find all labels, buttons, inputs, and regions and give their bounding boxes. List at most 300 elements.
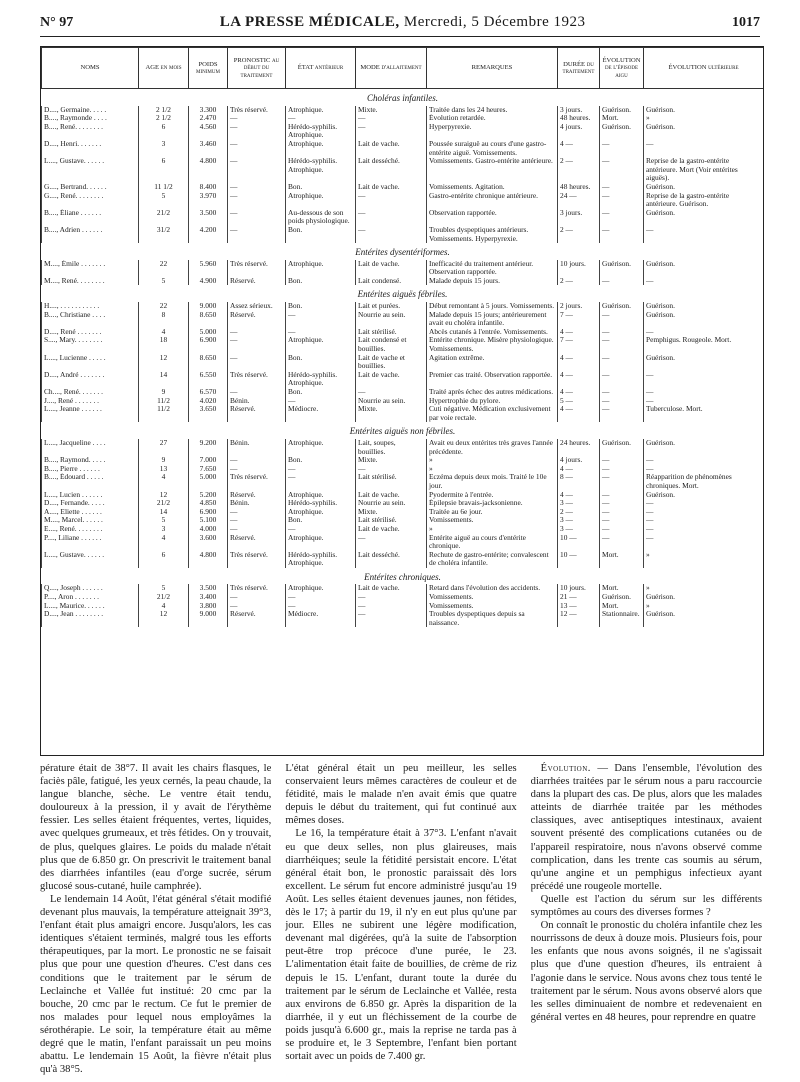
table-cell: Mixte.: [356, 508, 427, 517]
table-cell: 3.300: [189, 106, 228, 115]
table-cell: Évolution retardée.: [427, 114, 558, 123]
table-cell: —: [356, 114, 427, 123]
table-cell: 5.100: [189, 516, 228, 525]
table-cell: Atrophique.: [286, 336, 356, 353]
table-cell: 22: [139, 302, 189, 311]
table-cell: Bon.: [286, 456, 356, 465]
table-cell: 4.200: [189, 226, 228, 243]
table-cell: —: [600, 465, 644, 474]
table-cell: 48 heures.: [558, 183, 600, 192]
table-cell: —: [228, 336, 286, 353]
article-body: [40, 762, 762, 1080]
table-cell: —: [600, 491, 644, 500]
table-cell: B...., Raymond. . . . .: [42, 456, 139, 465]
table-cell: 2 1/2: [139, 114, 189, 123]
table-cell: Guérison.: [600, 106, 644, 115]
table-cell: Lait de vache.: [356, 584, 427, 593]
table-cell: Vomissements. Gastro-entérite antérieure.: [427, 157, 558, 183]
table-cell: 4.800: [189, 157, 228, 183]
table-cell: 3: [139, 140, 189, 157]
table-cell: Eczéma depuis deux mois. Traité le 10e jour.: [427, 473, 558, 490]
table-cell: —: [600, 473, 644, 490]
table-cell: —: [644, 525, 764, 534]
table-cell: Reprise de la gastro-entérite antérieure. Guérison.: [644, 192, 764, 209]
table-row: [42, 302, 764, 311]
table-cell: Mixte.: [356, 106, 427, 115]
table-cell: 10 —: [558, 534, 600, 551]
table-cell: 9: [139, 388, 189, 397]
table-cell: 2 jours.: [558, 302, 600, 311]
table-cell: 5.960: [189, 260, 228, 277]
table-cell: Bon.: [286, 226, 356, 243]
table-cell: —: [644, 226, 764, 243]
table-row: [42, 192, 764, 209]
table-cell: 9: [139, 456, 189, 465]
table-cell: —: [286, 525, 356, 534]
table-cell: 4.000: [189, 525, 228, 534]
table-row: [42, 525, 764, 534]
table-cell: Lait de vache.: [356, 183, 427, 192]
journal-name: LA PRESSE MÉDICALE,: [219, 14, 400, 30]
table-cell: —: [356, 593, 427, 602]
table-cell: —: [600, 336, 644, 353]
table-cell: Hérédo-syphilis. Atrophique.: [286, 157, 356, 183]
table-cell: 7 —: [558, 311, 600, 328]
table-cell: 4.800: [189, 551, 228, 568]
table-cell: 22: [139, 260, 189, 277]
table-cell: —: [644, 465, 764, 474]
table-cell: 7.650: [189, 465, 228, 474]
table-cell: Guérison.: [600, 593, 644, 602]
table-cell: Bénin.: [228, 397, 286, 406]
table-cell: L...., Jacqueline . . . .: [42, 439, 139, 456]
table-cell: 4: [139, 328, 189, 337]
section-title-row: [42, 422, 764, 439]
table-cell: 4: [139, 473, 189, 490]
results-table: [40, 46, 764, 756]
table-cell: 10 —: [558, 551, 600, 568]
column-header: AGE en mois: [139, 48, 189, 89]
table-row: [42, 610, 764, 627]
table-cell: Bénin.: [228, 499, 286, 508]
table-cell: —: [356, 610, 427, 627]
table-cell: Mixte.: [356, 405, 427, 422]
table-cell: S...., Mary. . . . . . . .: [42, 336, 139, 353]
table-cell: 4.560: [189, 123, 228, 140]
table-cell: 48 heures.: [558, 114, 600, 123]
table-cell: —: [356, 388, 427, 397]
table-cell: L...., Lucien . . . . . .: [42, 491, 139, 500]
table-cell: »: [644, 114, 764, 123]
table-cell: D...., Germaine. . . . .: [42, 106, 139, 115]
paragraph: Le 16, la température était à 37°3. L'enfant n'avait eu que deux selles, non plus glaireuses, mais diarrhéiques; seule la fétidité persistait encore. L'état général était bon, le pronostic paraissait dès lors excellent. Le sérum fut encore administré jusqu'au 19 Août. Les selles étaient devenues jaunes, non fétides, dès le 17; à partir du 19, il n'y en eut plus qu'une par jour. Elles ne subirent une légère modification, devenant mal digérées, qu'à la suite de l'absorption peut-être trop précoce d'une purée, le 23. L'alimentation était faite de bouillies, de crème de riz depuis le 15. L'enfant, durant toute la durée du traitement par le sérum de Leclainche et Vallée, resta aux environs de 6.850 gr. Après la disparition de la diarrhée, il y eut un fléchissement de la courbe de poids jusqu'à 6.600 gr., mais la reprise ne tarda pas à se produire et, le 3 Septembre, l'enfant bien portant sortait avec un poids de 7.400 gr.: [285, 828, 517, 1063]
column-header: NOMS: [42, 48, 139, 89]
table-cell: Lait et purées.: [356, 302, 427, 311]
table-row: [42, 397, 764, 406]
table-cell: Réservé.: [228, 534, 286, 551]
table-cell: D...., Fernande. . . . .: [42, 499, 139, 508]
table-cell: G...., Bertrand. . . . . .: [42, 183, 139, 192]
table-cell: —: [228, 183, 286, 192]
column-header: MODE d'allaitement: [356, 48, 427, 89]
table-cell: D...., René . . . . . . .: [42, 328, 139, 337]
table-cell: 14: [139, 371, 189, 388]
table-cell: Guérison.: [600, 123, 644, 140]
column-header: REMARQUES: [427, 48, 558, 89]
table-cell: Hyperpyrexie.: [427, 123, 558, 140]
table-cell: 4 —: [558, 491, 600, 500]
table-cell: 11 1/2: [139, 183, 189, 192]
table-cell: 4.020: [189, 397, 228, 406]
paragraph: pérature était de 38°7. Il avait les chairs flasques, le faciès pâle, fatigué, les yeux cernés, la peau chaude, la langue blanche, sèche. Le ventre était tendu, douloureux à la pression, il y avait de l'érythème fessier. Les selles étaient fréquentes, vertes, liquides, avec quelques grumeaux, et très fétides. On y trouvait, de plus, quelques glaires. Le poids du malade n'était plus que de 6.850 gr. On prescrivit le traitement banal des diarrhées infantiles (eau d'orge sucrée, sérum glucosé sous-cutané, huile camphrée).: [40, 763, 272, 892]
table-cell: —: [600, 499, 644, 508]
table-cell: —: [228, 456, 286, 465]
column-header: ÉVOLUTION ultérieure: [644, 48, 764, 89]
table-cell: 4.900: [189, 277, 228, 286]
table-body: [42, 89, 764, 628]
table-cell: Atrophique.: [286, 584, 356, 593]
table-row: [42, 491, 764, 500]
table-cell: 4: [139, 534, 189, 551]
table-row: [42, 277, 764, 286]
table-cell: Guérison.: [644, 302, 764, 311]
table-cell: 21/2: [139, 499, 189, 508]
table-cell: Très réservé.: [228, 371, 286, 388]
column-header: DURÉE du traitement: [558, 48, 600, 89]
section-title: Choléras infantiles.: [366, 93, 438, 103]
table-cell: 6.550: [189, 371, 228, 388]
table-cell: —: [228, 226, 286, 243]
table-cell: Traitée au 6e jour.: [427, 508, 558, 517]
table-cell: M...., Marcel. . . . . .: [42, 516, 139, 525]
table-cell: 6.900: [189, 336, 228, 353]
table-cell: Lait de vache.: [356, 491, 427, 500]
section-title-row: [42, 568, 764, 585]
table-cell: Lait desséché.: [356, 551, 427, 568]
page-number: 1017: [731, 15, 760, 30]
table-cell: 2 —: [558, 508, 600, 517]
table-cell: L...., Gustave. . . . . .: [42, 551, 139, 568]
table-cell: Bon.: [286, 388, 356, 397]
table-cell: Vomissements.: [427, 602, 558, 611]
table-cell: Observation rapportée.: [427, 209, 558, 226]
section-title: Entérites dysentériformes.: [355, 247, 450, 258]
table-cell: —: [644, 277, 764, 286]
table-cell: Lait condensé.: [356, 277, 427, 286]
column-header: ÉTAT antérieur: [286, 48, 356, 89]
section-title: Entérites chroniques.: [364, 571, 441, 582]
table-row: [42, 140, 764, 157]
table-row: [42, 336, 764, 353]
table-cell: —: [600, 534, 644, 551]
table-cell: Médiocre.: [286, 405, 356, 422]
table-cell: Guérison.: [644, 439, 764, 456]
table-cell: Vomissements. Agitation.: [427, 183, 558, 192]
table-row: [42, 183, 764, 192]
table-cell: 21 —: [558, 593, 600, 602]
table-cell: —: [228, 192, 286, 209]
table-cell: 21/2: [139, 593, 189, 602]
table-cell: P...., Liliane . . . . . .: [42, 534, 139, 551]
table-row: [42, 439, 764, 456]
table-cell: —: [644, 397, 764, 406]
column-header: ÉVOLUTION de l'épisode aigu: [600, 48, 644, 89]
table-cell: —: [228, 354, 286, 371]
table-cell: Atrophique.: [286, 106, 356, 115]
table-cell: Guérison.: [600, 260, 644, 277]
table-cell: Très réservé.: [228, 106, 286, 115]
table-cell: Bon.: [286, 516, 356, 525]
section-title: Entérites aiguës fébriles.: [357, 289, 448, 300]
table-cell: Entérite aiguë au cours d'entérite chronique.: [427, 534, 558, 551]
table-cell: Réapparition de phénomènes chroniques. Mort.: [644, 473, 764, 490]
table-cell: Stationnaire.: [600, 610, 644, 627]
table-cell: 10 jours.: [558, 260, 600, 277]
table-cell: B...., Pierre . . . . . .: [42, 465, 139, 474]
table-cell: 3.970: [189, 192, 228, 209]
table-row: [42, 260, 764, 277]
table-cell: Lait de vache et bouillies.: [356, 354, 427, 371]
table-cell: —: [286, 473, 356, 490]
table-cell: 4 —: [558, 465, 600, 474]
table-cell: 6.900: [189, 508, 228, 517]
table-cell: Mort.: [600, 602, 644, 611]
table-cell: Guérison.: [644, 610, 764, 627]
table-cell: Bénin.: [228, 439, 286, 456]
table-cell: 4: [139, 602, 189, 611]
table-cell: Réservé.: [228, 277, 286, 286]
table-cell: 8.400: [189, 183, 228, 192]
table-cell: Troubles dyspeptiques depuis sa naissance.: [427, 610, 558, 627]
table-cell: B...., Raymonde . . . .: [42, 114, 139, 123]
table-cell: —: [644, 534, 764, 551]
table-cell: L...., Jeanne . . . . . .: [42, 405, 139, 422]
table-cell: 5: [139, 277, 189, 286]
table-cell: Lait de vache.: [356, 371, 427, 388]
table-cell: 8.650: [189, 311, 228, 328]
table-cell: Bon.: [286, 354, 356, 371]
table-cell: 2 —: [558, 157, 600, 183]
table-cell: L...., Lucienne . . . . .: [42, 354, 139, 371]
column-header: PRONOSTIC au début du traitement: [228, 48, 286, 89]
table-cell: Atrophique.: [286, 508, 356, 517]
table-cell: L...., Maurice. . . . . .: [42, 602, 139, 611]
table-cell: »: [427, 525, 558, 534]
table-cell: Lait stérilisé.: [356, 473, 427, 490]
table-cell: Atrophique.: [286, 439, 356, 456]
table-cell: —: [286, 602, 356, 611]
table-cell: 2 —: [558, 226, 600, 243]
table-cell: Ch...., René. . . . . . .: [42, 388, 139, 397]
table-cell: Q...., Joseph . . . . . .: [42, 584, 139, 593]
table-cell: —: [228, 516, 286, 525]
section-title: Entérites aiguës non fébriles.: [349, 426, 456, 437]
table-cell: Hérédo-syphilis. Atrophique.: [286, 551, 356, 568]
table-cell: 4 —: [558, 388, 600, 397]
table-cell: Lait de vache.: [356, 140, 427, 157]
table-cell: —: [600, 209, 644, 226]
table-cell: —: [600, 397, 644, 406]
table-cell: 12 —: [558, 610, 600, 627]
table-cell: —: [228, 465, 286, 474]
table-cell: 14: [139, 508, 189, 517]
table-cell: —: [644, 499, 764, 508]
table-cell: Nourrie au sein.: [356, 311, 427, 328]
table-cell: M...., René. . . . . . . .: [42, 277, 139, 286]
table-row: [42, 209, 764, 226]
table-cell: Très réservé.: [228, 473, 286, 490]
table-cell: —: [600, 405, 644, 422]
table-cell: —: [356, 123, 427, 140]
text-column-2: [285, 762, 516, 1080]
table-cell: Lait stérilisé.: [356, 328, 427, 337]
table-cell: 6.570: [189, 388, 228, 397]
table-cell: B...., René. . . . . . . .: [42, 123, 139, 140]
table-cell: Atrophique.: [286, 260, 356, 277]
table-cell: 5.000: [189, 328, 228, 337]
table-cell: Guérison.: [644, 354, 764, 371]
table-cell: 3.500: [189, 209, 228, 226]
table-cell: Tuberculose. Mort.: [644, 405, 764, 422]
table-cell: 2.470: [189, 114, 228, 123]
table-cell: Nourrie au sein.: [356, 499, 427, 508]
table-cell: —: [228, 114, 286, 123]
table-cell: —: [228, 602, 286, 611]
table-cell: E...., René. . . . . . . .: [42, 525, 139, 534]
table-cell: Premier cas traité. Observation rapportée.: [427, 371, 558, 388]
table-cell: Épilepsie bravais-jacksonienne.: [427, 499, 558, 508]
table-cell: 13 —: [558, 602, 600, 611]
table-cell: 4 —: [558, 140, 600, 157]
table-cell: 5: [139, 192, 189, 209]
table-cell: Guérison.: [644, 491, 764, 500]
table-cell: Gastro-entérite chronique antérieure.: [427, 192, 558, 209]
table-cell: 4 jours.: [558, 123, 600, 140]
table-cell: Atrophique.: [286, 140, 356, 157]
journal-title: [220, 14, 586, 31]
table-row: [42, 602, 764, 611]
table-cell: —: [356, 209, 427, 226]
table-cell: 9.000: [189, 610, 228, 627]
table-cell: Très réservé.: [228, 551, 286, 568]
table-cell: 3 —: [558, 525, 600, 534]
table-row: [42, 405, 764, 422]
table-cell: 9.000: [189, 302, 228, 311]
table-cell: Hérédo-syphilis. Atrophique.: [286, 371, 356, 388]
table-cell: Atrophique.: [286, 534, 356, 551]
table-cell: 3: [139, 525, 189, 534]
table-cell: Abcès cutanés à l'entrée. Vomissements.: [427, 328, 558, 337]
table-row: [42, 551, 764, 568]
issue-number: N° 97: [40, 15, 74, 30]
table-cell: Au-dessous de son poids physiologique.: [286, 209, 356, 226]
table-cell: 4 —: [558, 405, 600, 422]
table-row: [42, 456, 764, 465]
table-cell: 2 1/2: [139, 106, 189, 115]
table-row: [42, 508, 764, 517]
table-cell: Guérison.: [644, 123, 764, 140]
table-cell: 5.000: [189, 473, 228, 490]
table-cell: —: [644, 508, 764, 517]
table-cell: 3 jours.: [558, 209, 600, 226]
table-cell: 3 —: [558, 516, 600, 525]
table-cell: 12: [139, 354, 189, 371]
table-row: [42, 157, 764, 183]
table-cell: 3.460: [189, 140, 228, 157]
table-cell: 8: [139, 311, 189, 328]
table-cell: 27: [139, 439, 189, 456]
table-row: [42, 226, 764, 243]
table-cell: B...., Édouard . . . . .: [42, 473, 139, 490]
paragraph-lead: Évolution.: [540, 763, 591, 774]
table-cell: D...., Henri. . . . . . .: [42, 140, 139, 157]
table-cell: —: [600, 192, 644, 209]
table-cell: —: [600, 183, 644, 192]
table-cell: 3 jours.: [558, 106, 600, 115]
table-cell: Atrophique.: [286, 491, 356, 500]
table-row: [42, 114, 764, 123]
page-header: [40, 14, 760, 37]
table-cell: —: [600, 157, 644, 183]
section-title-row: [42, 243, 764, 260]
table-cell: Rechute de gastro-entérite; convalescent de choléra infantile.: [427, 551, 558, 568]
table-cell: M...., Émile . . . . . . .: [42, 260, 139, 277]
issue-date: Mercredi, 5 Décembre 1923: [403, 14, 586, 30]
table-row: [42, 354, 764, 371]
table-cell: —: [600, 277, 644, 286]
table-row: [42, 371, 764, 388]
table-cell: —: [286, 114, 356, 123]
table-cell: B...., Christiane . . . .: [42, 311, 139, 328]
table-cell: Troubles dyspeptiques antérieurs. Vomissements. Hyperpyrexie.: [427, 226, 558, 243]
table-cell: —: [644, 456, 764, 465]
table-cell: 3.400: [189, 593, 228, 602]
table-cell: —: [228, 157, 286, 183]
table-cell: Guérison.: [644, 209, 764, 226]
table-cell: Cuti négative. Médication exclusivement par voie rectale.: [427, 405, 558, 422]
text-column-3: [531, 762, 762, 1080]
table-cell: »: [644, 551, 764, 568]
table-cell: —: [356, 534, 427, 551]
table-cell: —: [600, 525, 644, 534]
table-cell: Mixte.: [356, 456, 427, 465]
table-cell: Guérison.: [644, 106, 764, 115]
table-cell: Réservé.: [228, 491, 286, 500]
table-cell: 11/2: [139, 405, 189, 422]
table-cell: Hérédo-syphilis.: [286, 499, 356, 508]
table-cell: 3.600: [189, 534, 228, 551]
table-row: [42, 516, 764, 525]
table-cell: 24 —: [558, 192, 600, 209]
table-cell: 9.200: [189, 439, 228, 456]
table-cell: Inefficacité du traitement antérieur. Observation rapportée.: [427, 260, 558, 277]
table-cell: Guérison.: [644, 260, 764, 277]
table-cell: 3.500: [189, 584, 228, 593]
table-cell: 2 —: [558, 277, 600, 286]
table-cell: B...., Adrien . . . . . .: [42, 226, 139, 243]
paragraph: L'état général était un peu meilleur, les selles conservaient leurs mêmes caractères de couleur et de fétidité, mais le malade n'en avait émis que quatre depuis le début du traitement, qui fut continué aux mêmes doses.: [285, 763, 517, 827]
table-cell: Traitée dans les 24 heures.: [427, 106, 558, 115]
table-cell: 3 —: [558, 499, 600, 508]
table-cell: —: [644, 140, 764, 157]
table-cell: »: [427, 465, 558, 474]
table-cell: Lait de vache.: [356, 260, 427, 277]
table-row: [42, 311, 764, 328]
table-row: [42, 328, 764, 337]
table-cell: Vomissements.: [427, 516, 558, 525]
table-cell: Bon.: [286, 183, 356, 192]
table-cell: —: [228, 209, 286, 226]
